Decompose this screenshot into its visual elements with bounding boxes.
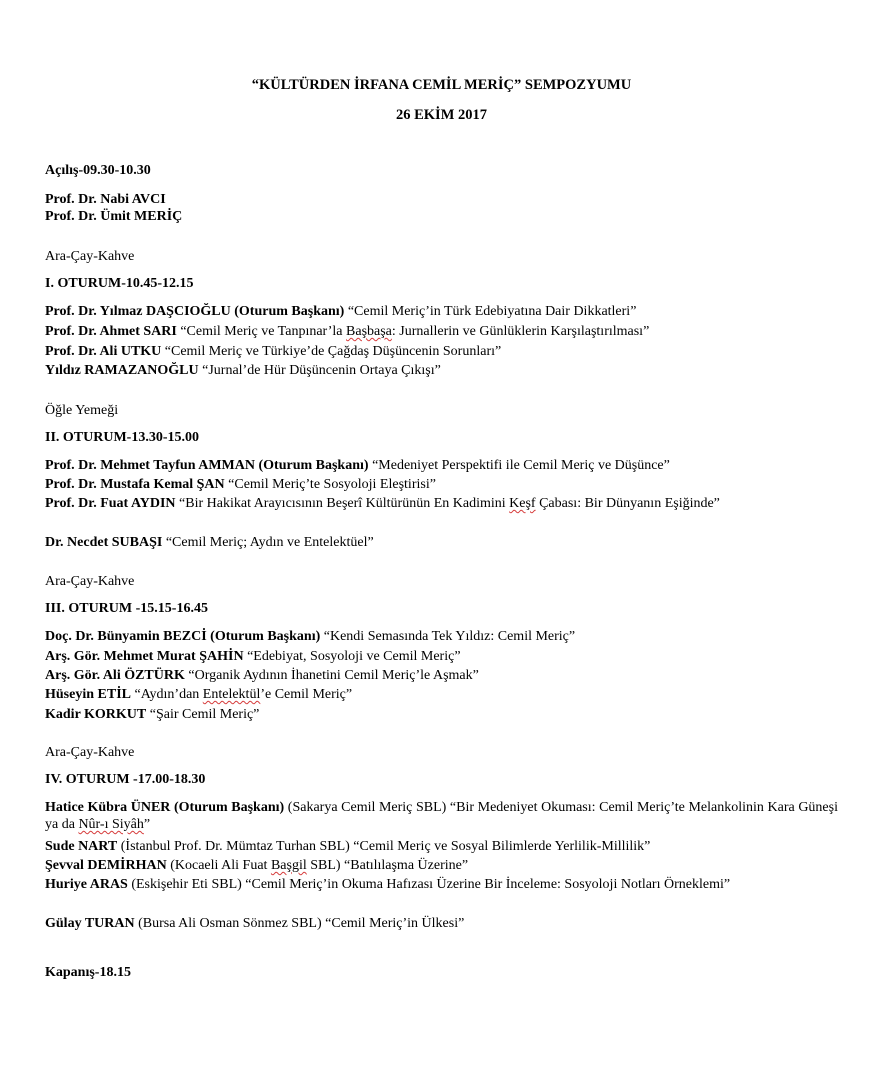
break-label: Ara-Çay-Kahve [45, 574, 135, 589]
talk-entry [45, 323, 838, 340]
talk-title: (Eskişehir Eti SBL) “Cemil Meriç’in Okuma Hafızası Üzerine Bir İnceleme: Sosyoloji Notları Örneklemi” [127, 877, 731, 892]
talk-title-rest: ’e Cemil Meriç” [260, 687, 353, 702]
talk-title-rest: SBL) “Batılılaşma Üzerine” [306, 858, 469, 873]
document-title: “KÜLTÜRDEN İRFANA CEMİL MERİÇ” SEMPOZYUMU [251, 77, 632, 93]
talk-entry [45, 476, 838, 493]
talk-entry [45, 303, 838, 320]
talk-title: (İstanbul Prof. Dr. Mümtaz Turhan SBL) “Cemil Meriç ve Sosyal Bilimlerde Yerlilik-Millilik” [117, 839, 651, 854]
talk-title: “Şair Cemil Meriç” [146, 707, 260, 722]
opening-heading: Açılış-09.30-10.30 [45, 163, 151, 178]
speaker-name: Prof. Dr. Ali UTKU [45, 344, 162, 359]
talk-entry [45, 857, 838, 874]
talk-title: “Cemil Meriç’in Türk Edebiyatına Dair Dikkatleri” [344, 304, 637, 319]
talk-entry [45, 876, 838, 893]
talk-entry [45, 534, 838, 551]
talk-title: “Aydın’dan [130, 687, 203, 702]
talk-title-rest: : Jurnallerin ve Günlüklerin Karşılaştırılması” [391, 324, 650, 339]
talk-title: “Edebiyat, Sosyoloji ve Cemil Meriç” [243, 649, 461, 664]
talk-entry [45, 343, 838, 360]
talk-title: “Medeniyet Perspektifi ile Cemil Meriç ve Düşünce” [368, 458, 670, 473]
speaker-name: Kadir KORKUT [45, 707, 147, 722]
document-date: 26 EKİM 2017 [395, 107, 488, 123]
opening-speaker: Prof. Dr. Nabi AVCI [45, 192, 166, 207]
speaker-name: Arş. Gör. Mehmet Murat ŞAHİN [45, 649, 244, 664]
speaker-name: Prof. Dr. Mehmet Tayfun AMMAN (Oturum Başkanı) [45, 458, 369, 473]
speaker-name: Huriye ARAS [45, 877, 128, 892]
spellcheck-word: Keşf [509, 496, 536, 511]
talk-entry [45, 648, 838, 665]
speaker-name: Gülay TURAN [45, 916, 135, 931]
talk-title: “Bir Hakikat Arayıcısının Beşerî Kültürünün En Kadimini [175, 496, 510, 511]
speaker-name: Yıldız RAMAZANOĞLU [45, 363, 199, 378]
lunch-label: Öğle Yemeği [45, 403, 119, 418]
talk-entry [45, 495, 838, 512]
talk-entry [45, 686, 838, 703]
talk-title: (Sakarya Cemil Meriç SBL) “Bir Medeniyet Okuması: Cemil Meriç’te Melankolinin Kara Güneşi ya da [45, 800, 838, 832]
talk-title: “Cemil Meriç ve Türkiye’de Çağdaş Düşüncenin Sorunları” [161, 344, 502, 359]
talk-entry [45, 706, 838, 723]
session-heading: III. OTURUM -15.15-16.45 [45, 601, 208, 616]
speaker-name: Prof. Dr. Mustafa Kemal ŞAN [45, 477, 225, 492]
talk-title-rest: ” [143, 817, 151, 832]
talk-title: “Cemil Meriç’te Sosyoloji Eleştirisi” [224, 477, 436, 492]
speaker-name: Prof. Dr. Yılmaz DAŞCIOĞLU (Oturum Başkanı) [45, 304, 345, 319]
talk-title-rest: Çabası: Bir Dünyanın Eşiğinde” [535, 496, 720, 511]
talk-entry [45, 628, 838, 645]
talk-title: “Cemil Meriç; Aydın ve Entelektüel” [162, 535, 374, 550]
spellcheck-word: Nûr-ı Siyâh [78, 817, 144, 832]
speaker-name: Şevval DEMİRHAN [45, 858, 167, 873]
speaker-name: Sude NART [45, 839, 118, 854]
talk-title: “Kendi Semasında Tek Yıldız: Cemil Meriç” [320, 629, 576, 644]
speaker-name: Prof. Dr. Fuat AYDIN [45, 496, 176, 511]
talk-entry [45, 915, 838, 932]
break-label: Ara-Çay-Kahve [45, 745, 135, 760]
talk-title: “Jurnal’de Hür Düşüncenin Ortaya Çıkışı” [198, 363, 441, 378]
break-label: Ara-Çay-Kahve [45, 249, 135, 264]
session-heading: I. OTURUM-10.45-12.15 [45, 276, 194, 291]
talk-entry [45, 362, 838, 379]
speaker-name: Doç. Dr. Bünyamin BEZCİ (Oturum Başkanı) [45, 629, 321, 644]
talk-title: (Bursa Ali Osman Sönmez SBL) “Cemil Meriç’in Ülkesi” [134, 916, 465, 931]
talk-title: “Organik Aydının İhanetini Cemil Meriç’le Aşmak” [184, 668, 479, 683]
talk-title: (Kocaeli Ali Fuat [166, 858, 271, 873]
speaker-name: Prof. Dr. Ahmet SARI [45, 324, 177, 339]
spellcheck-word: Başbaşa [346, 324, 392, 339]
speaker-name: Arş. Gör. Ali ÖZTÜRK [45, 668, 185, 683]
closing-label: Kapanış-18.15 [45, 965, 131, 980]
opening-speaker: Prof. Dr. Ümit MERİÇ [45, 209, 183, 224]
talk-entry [45, 799, 838, 833]
talk-entry [45, 667, 838, 684]
speaker-name: Hüseyin ETİL [45, 687, 131, 702]
spellcheck-word: Entelektül [202, 687, 261, 702]
speaker-name: Hatice Kübra ÜNER (Oturum Başkanı) [45, 800, 285, 815]
spellcheck-word: Başgil [270, 858, 307, 873]
talk-title: “Cemil Meriç ve Tanpınar’la [176, 324, 347, 339]
speaker-name: Dr. Necdet SUBAŞI [45, 535, 163, 550]
talk-entry [45, 457, 838, 474]
session-heading: IV. OTURUM -17.00-18.30 [45, 772, 206, 787]
session-heading: II. OTURUM-13.30-15.00 [45, 430, 199, 445]
talk-entry [45, 838, 838, 855]
